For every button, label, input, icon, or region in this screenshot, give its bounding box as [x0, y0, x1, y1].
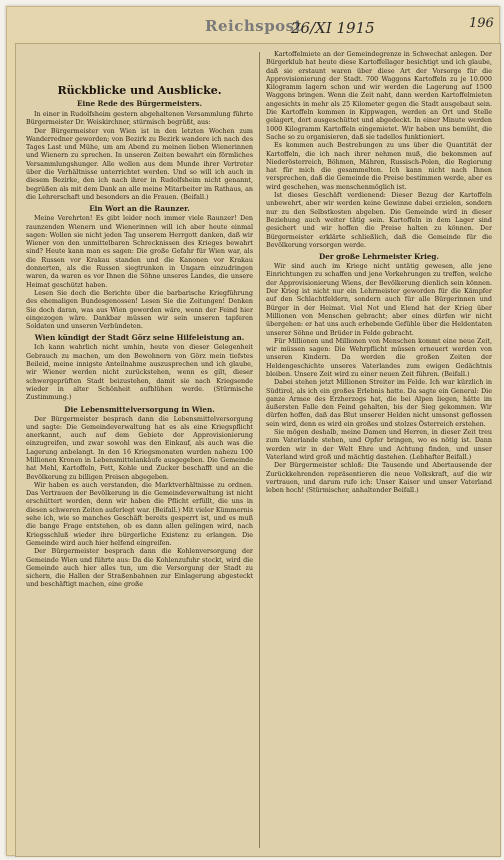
paragraph: Der Bürgermeister besprach dann die Lebensmittelversorgung und sagte: Die Gemeindeverwaltung hat es als eine Kriegspflicht anerkannt, auch auf dem Gebiete der Approvisionierung einzugreifen, und zwar sowohl was den Einkauf, als auch was die Lagerung anbelangt. In den 16 Kriegsmonaten wurden nahezu 100 Millionen Kronen in Lebensmittelankäufe ausgegeben. Die Gemeinde hat Mehl, Kartoffeln, Fett, Kohle und Zucker beschafft und an die Bevölkerung zu billigen Preisen abgegeben.	[26, 414, 253, 481]
handwritten-page-number: 196	[469, 16, 494, 31]
newspaper-clipping-sheet	[6, 6, 500, 856]
paragraph: Kartoffelmiete an der Gemeindegrenze in Schwechat anlegen. Der Bürgerklub hat heute diese Kartoffellager besichtigt und ich glaube, daß sie erstaunt waren über diese Art der Vorsorge für die Approvisionierung der Stadt. 700 Waggons Kartoffeln zu je 10.000 Kilogramm lagern schon und wir werden die Lagerung auf 1500 Waggons bringen. Wenn die Zeit naht, dann werden Kartoffelmieten angesichts in mehr als 25 Kilometer gegen die Stadt ausgebaut sein. Die Kartoffeln kommen in Kippwagen, werden an Ort und Stelle gelagert, dort ausgeschüttet und abgedeckt. In einer Minute werden 1000 Kilogramm Kartoffeln eingemietet. Wir haben uns bemüht, die Sache so zu organisieren, daß sie tadellos funktioniert.	[266, 50, 492, 141]
paragraph: Ich kann wahrlich nicht umhin, heute von dieser Gelegenheit Gebrauch zu machen, um den Bewohnern von Görz mein tiefstes Beileid, meine innigste Anteilnahme auszusprechen und ich glaube, wir Wiener werden nicht zurückstehen, wenn es gilt, dieser schwergeprüften Stadt beizustehen, damit sie nach Kriegsende wieder in alter Schönheit aufblühen werde. (Stürmische Zustimmung.)	[26, 343, 253, 402]
paragraph: Für Millionen und Millionen von Menschen kommt eine neue Zeit, wir müssen sagen: Die Wehrpflicht müssen erneuert werden von unseren Kindern. Da werden die großen Zeiten der Heldengeschichte unseres Vaterlandes zum ewigen Gedächtnis bleiben. Unsere Zeit wird zu einer neuen Zeit führen. (Beifall.)	[266, 336, 492, 378]
paragraph: Lesen Sie doch die Berichte über die barbarische Kriegführung des ehemaligen Bundesgenossen! Lesen Sie die Zeitungen! Denken Sie doch daran, was aus Wien geworden wäre, wenn der Feind hier eingezogen wäre. Dankbar müssen wir sein unseren tapferen Soldaten und unseren Verbündeten.	[26, 288, 253, 331]
paragraph: In einer in Rudolfsheim gestern abgehaltenen Versammlung führte Bürgermeister Dr. Weiskirchner, stürmisch begrüßt, aus:	[26, 110, 253, 127]
section-heading: Wien kündigt der Stadt Görz seine Hilfeleistung an.	[34, 333, 245, 343]
column-divider	[259, 52, 260, 848]
paragraph: Der Bürgermeister besprach dann die Kohlenversorgung der Gemeinde Wien und führte aus: Da die Kohlenzufuhr stockt, wird die Gemeinde auch hier alles tun, um die Versorgung der Stadt zu sichern, die Hallen der Straßenbahnen zur Einlagerung abgesteckt und beschäftigt machen, eine große	[26, 547, 253, 589]
left-column	[26, 50, 253, 850]
paragraph: Dabei stehen jetzt Millionen Streiter im Felde. Ich war kürzlich in Südtirol, als ich ein großes Erlebnis hatte. Da sagte ein General: Die ganze Armee des Erzherzogs hat, die bei Alpen liegen, hätte im äußersten Falle den Feind gehalten, bis der Sieg gekommen. Wir dürfen hoffen, daß das Blut unserer Helden nicht umsonst geflossen sein wird, denn es wird ein großes und stolzes Österreich erstehen.	[266, 378, 492, 428]
section-heading: Der große Lehrmeister Krieg.	[319, 252, 439, 262]
right-column	[266, 50, 492, 850]
paragraph: Wir haben es auch verstanden, die Marktverhältnisse zu ordnen. Das Vertrauen der Bevölkerung in die Gemeindeverwaltung ist nicht erschüttert worden, denn wir haben die Pflicht erfüllt, die uns in diesen schweren Zeiten auferlegt war. (Beifall.) Mit vieler Kümmernis sehe ich, wie so manches Geschäft bereits gesperrt ist, und es muß die bange Frage entstehen, ob es dann allen gelingen wird, nach Kriegsschluß wieder ihre bürgerliche Existenz zu erlangen. Die Gemeinde wird auch hier helfend eingreifen.	[26, 480, 253, 547]
newspaper-stamp: Reichspost	[205, 17, 303, 35]
paragraph: Meine Verehrten! Es gibt leider noch immer viele Raunzer! Den raunzenden Wienern und Wienerinnen will ich aber heute einmal sagen: Wollen sie nicht jeden Tag unserem Herrgott danken, daß wir Wiener von den unmittelbaren Schrecknissen des Krieges bewahrt sind? Heute kann man es sagen: Die große Gefahr für Wien war, als die Russen vor Krakau standen und die Kanonen vor Krakau donnerten, als die Russen siegtrunken in Ungarn einzudringen waren, da waren es vor Ihnen die Söhne unseres Landes, die unsere Heimat geschützt haben.	[26, 214, 253, 289]
paragraph: Der Bürgermeister schloß: Die Tausende und Abertausende der Zurückkehrenden repräsentieren die neue Volkskraft, auf die wir vertrauen, und darum rufe ich: Unser Kaiser und unser Vaterland leben hoch! (Stürmischer, anhaltender Beifall.)	[266, 461, 492, 495]
paragraph: Wir sind auch im Kriege nicht untätig gewesen, alle jene Einrichtungen zu schaffen und jene Vorkehrungen zu treffen, welche der Approvisionierung Wiens, der Bevölkerung dienlich sein können. Der Krieg ist nicht nur ein Lehrmeister geworden für die Kämpfer auf den Schlachtfeldern, sondern auch für alle Bürgerinnen und Bürger in der Heimat. Viel Not und Elend hat der Krieg über Millionen von Menschen gebracht; aber eines dürfen wir nicht übergehen: er hat uns auch erhebende Gefühle über die Heldentaten unserer Söhne und Brüder in Felde gebracht.	[266, 262, 492, 337]
paragraph: Ist dieses Geschäft verdienend: Dieser Bezug der Kartoffeln unbewehrt, aber wir werden keine Gewinne dabei erzielen, sondern nur zu den Selbstkosten abgeben. Die Gemeinde wird in dieser Beziehung auch weiter tätig sein. Kartoffeln in dem Lager sind gesichert und wir hoffen die Preise halten zu können. Der Bürgermeister erklärte schließlich, daß die Gemeinde für die Bevölkerung vorsorgen werde.	[266, 191, 492, 249]
article-title: Rückblicke und Ausblicke.	[57, 84, 222, 97]
handwritten-date: 26/XI 1915	[291, 19, 375, 37]
paragraph: Der Bürgermeister von Wien ist in den letzten Wochen zum Wanderredner geworden; von Bezirk zu Bezirk wandere ich nach des Tages Last und Mühe, um am Abend zu meinen lieben Wienerinnen und Wienern zu sprechen. In unseren Zeiten bewahrt ein förmliches Versammlungshunger. Alle wollen aus dem Munde ihrer Vertreter über die Verhältnisse unterrichtet werden. Und so will ich auch in diesem Bezirke, den ich nach ihrer in Rudolfsheim nicht genannt, begrüßen als mit dem Dank an alle meine Mitarbeiter im Rathaus, an die Lehrerschaft und besonders an die Frauen. (Beifall.)	[26, 126, 253, 201]
article-subtitle: Eine Rede des Bürgermeisters.	[77, 99, 202, 108]
paragraph: Sie mögen deshalb, meine Damen und Herren, in dieser Zeit treu zum Vaterlande stehen, und Opfer bringen, wo es nötig ist. Dann werden wir in der Welt Ehre und Achtung finden, und unser Vaterland wird groß und mächtig dastehen. (Lebhafter Beifall.)	[266, 428, 492, 461]
article-clipping	[15, 43, 501, 857]
section-heading: Ein Wort an die Raunzer.	[89, 204, 190, 214]
paragraph: Es kommen auch Bestrebungen zu uns über die Quantität der Kartoffeln, die ich nach ihrer nehmen muß, die bekommen auf Niederösterreich, Böhmen, Mähren, Russisch-Polen, die Regierung hat für mich die gesammelten. Ich kann nicht nach Ihnen versprechen, daß die Gemeinde die Preise bestimmen werde, aber es wird geschehen, was menschenmöglich ist.	[266, 141, 492, 191]
section-heading: Die Lebensmittelversorgung in Wien.	[64, 404, 215, 414]
